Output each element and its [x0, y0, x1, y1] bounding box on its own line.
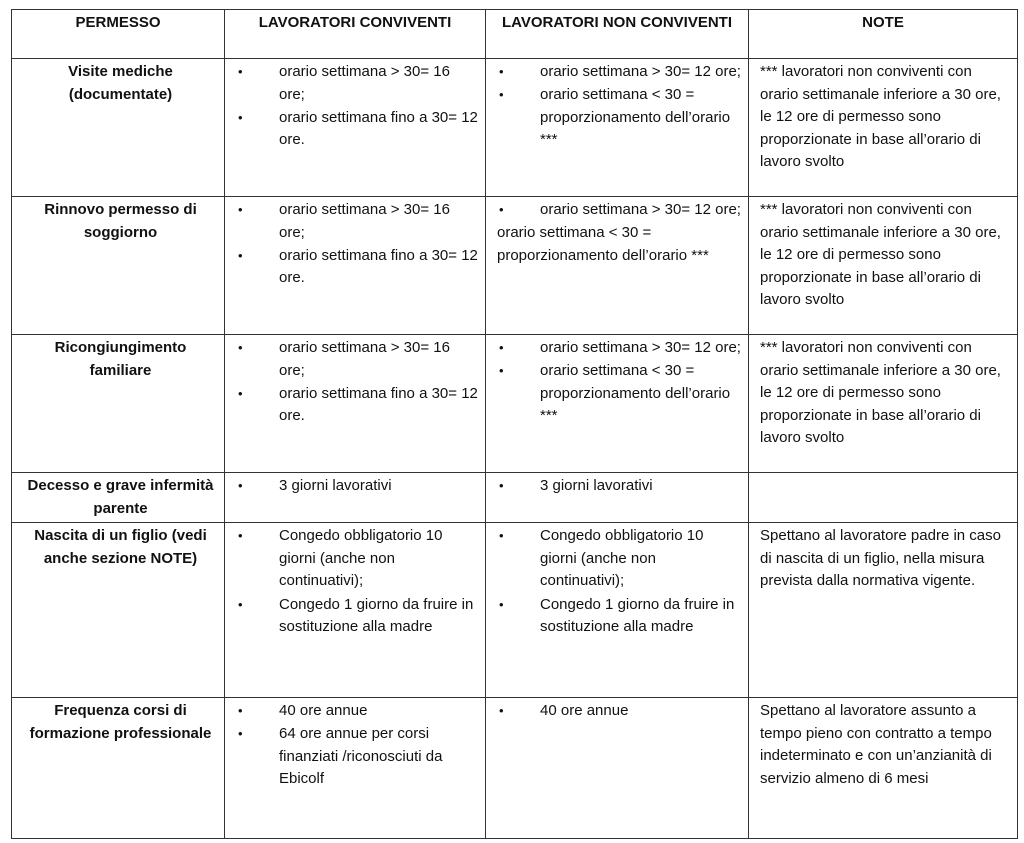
note-cell: Spettano al lavoratore padre in caso di nascita di un figlio, nella misura prevista dalla normativa vigente.	[749, 523, 1018, 698]
list-item	[497, 700, 742, 723]
bullet-icon: •	[499, 528, 504, 543]
non-conviventi-list	[497, 199, 742, 222]
bullet-icon: •	[238, 726, 243, 741]
non-conviventi-cell	[486, 335, 749, 473]
list-item-text: 3 giorni lavorativi	[279, 477, 392, 494]
header-note: NOTE	[749, 10, 1018, 59]
non-conviventi-list	[497, 337, 742, 428]
list-item-text: 40 ore annue	[540, 702, 629, 719]
non-conviventi-list	[497, 700, 742, 723]
bullet-icon: •	[238, 596, 243, 612]
list-item	[497, 84, 742, 152]
conviventi-cell	[225, 523, 486, 698]
list-item-text: orario settimana > 30= 12 ore;	[540, 63, 741, 80]
list-item-text: orario settimana > 30= 12 ore;	[540, 339, 741, 356]
permessi-table	[11, 9, 1018, 839]
list-item	[236, 337, 479, 382]
bullet-icon: •	[499, 478, 504, 493]
list-item-text: orario settimana fino a 30= 12 ore.	[279, 246, 478, 286]
permesso-cell: Rinnovo permesso di soggiorno	[12, 197, 225, 335]
list-item	[497, 594, 742, 639]
table-header-row	[12, 10, 1018, 59]
bullet-icon: •	[499, 64, 504, 79]
conviventi-list	[236, 337, 479, 428]
list-item-text: orario settimana > 30= 16 ore;	[279, 63, 450, 103]
list-item-text: orario settimana > 30= 16 ore;	[279, 201, 450, 241]
list-item	[236, 107, 479, 152]
list-item	[497, 61, 742, 84]
table-row	[12, 523, 1018, 698]
bullet-icon: •	[499, 703, 504, 718]
list-item	[497, 525, 742, 593]
header-conviventi: LAVORATORI CONVIVENTI	[225, 10, 486, 59]
list-item-text: 40 ore annue	[279, 702, 368, 719]
list-item-text: orario settimana fino a 30= 12 ore.	[279, 108, 478, 148]
bullet-icon: •	[499, 87, 504, 102]
list-item	[236, 475, 479, 498]
list-item-text: Congedo obbligatorio 10 giorni (anche non continuativi);	[279, 527, 443, 589]
non-conviventi-cell	[486, 698, 749, 839]
list-item-text: Congedo obbligatorio 10 giorni (anche non continuativi);	[540, 527, 704, 589]
bullet-icon: •	[499, 340, 504, 355]
conviventi-cell	[225, 59, 486, 197]
conviventi-list	[236, 199, 479, 290]
non-conviventi-list	[497, 61, 742, 152]
non-conviventi-list	[497, 525, 742, 639]
table-row	[12, 197, 1018, 335]
non-conviventi-cell	[486, 473, 749, 523]
conviventi-list	[236, 700, 479, 791]
bullet-icon: •	[238, 385, 243, 401]
list-item-text: Congedo 1 giorno da fruire in sostituzione alla madre	[279, 595, 474, 635]
bullet-icon: •	[499, 596, 504, 612]
list-item-text: orario settimana > 30= 16 ore;	[279, 339, 450, 379]
list-item	[236, 525, 479, 593]
non-conviventi-plain-text: orario settimana < 30 = proporzionamento dell’orario ***	[497, 224, 709, 264]
permesso-cell: Nascita di un figlio (vedi anche sezione NOTE)	[12, 523, 225, 698]
list-item-text: 3 giorni lavorativi	[540, 477, 653, 494]
bullet-icon: •	[238, 109, 243, 125]
note-cell: *** lavoratori non conviventi con orario settimanale inferiore a 30 ore, le 12 ore di permesso sono proporzionate in base all’orario di lavoro svolto	[749, 335, 1018, 473]
note-cell: *** lavoratori non conviventi con orario settimanale inferiore a 30 ore, le 12 ore di permesso sono proporzionate in base all’orario di lavoro svolto	[749, 59, 1018, 197]
list-item	[497, 360, 742, 428]
conviventi-cell	[225, 335, 486, 473]
permesso-cell: Ricongiungimento familiare	[12, 335, 225, 473]
non-conviventi-cell	[486, 59, 749, 197]
permesso-cell: Frequenza corsi di formazione professionale	[12, 698, 225, 839]
conviventi-cell	[225, 197, 486, 335]
list-item	[236, 594, 479, 639]
header-permesso: PERMESSO	[12, 10, 225, 59]
bullet-icon: •	[238, 340, 243, 355]
table-row	[12, 59, 1018, 197]
list-item	[236, 700, 479, 723]
bullet-icon: •	[499, 363, 504, 378]
conviventi-list	[236, 475, 479, 498]
list-item	[236, 199, 479, 244]
list-item	[236, 245, 479, 290]
list-item	[236, 383, 479, 428]
conviventi-list	[236, 61, 479, 152]
table-row	[12, 473, 1018, 523]
non-conviventi-cell	[486, 197, 749, 335]
note-cell: *** lavoratori non conviventi con orario settimanale inferiore a 30 ore, le 12 ore di permesso sono proporzionate in base all’orario di lavoro svolto	[749, 197, 1018, 335]
non-conviventi-cell	[486, 523, 749, 698]
table-row	[12, 335, 1018, 473]
note-cell	[749, 473, 1018, 523]
conviventi-cell	[225, 473, 486, 523]
list-item-text: orario settimana < 30 = proporzionamento dell’orario ***	[540, 362, 731, 424]
list-item-text: Congedo 1 giorno da fruire in sostituzione alla madre	[540, 595, 735, 635]
conviventi-list	[236, 525, 479, 639]
list-item-text: orario settimana < 30 = proporzionamento dell’orario ***	[540, 86, 731, 148]
non-conviventi-list	[497, 475, 742, 498]
list-item	[236, 61, 479, 106]
table-row	[12, 698, 1018, 839]
permesso-cell: Visite mediche (documentate)	[12, 59, 225, 197]
list-item-text: orario settimana fino a 30= 12 ore.	[279, 384, 478, 424]
permesso-cell: Decesso e grave infermità parente	[12, 473, 225, 523]
list-item	[497, 337, 742, 360]
list-item-text: orario settimana > 30= 12 ore;	[540, 201, 741, 218]
header-non-conviventi: LAVORATORI NON CONVIVENTI	[486, 10, 749, 59]
bullet-icon: •	[238, 703, 243, 718]
list-item	[497, 199, 742, 222]
bullet-icon: •	[238, 478, 243, 493]
list-item	[236, 723, 479, 791]
bullet-icon: •	[238, 202, 243, 217]
bullet-icon: •	[238, 247, 243, 263]
bullet-icon: •	[238, 64, 243, 79]
note-cell: Spettano al lavoratore assunto a tempo pieno con contratto a tempo indeterminato e con un’anzianità di servizio almeno di 6 mesi	[749, 698, 1018, 839]
list-item	[497, 475, 742, 498]
bullet-icon: •	[238, 528, 243, 543]
list-item-text: 64 ore annue per corsi finanziati /riconosciuti da Ebicolf	[279, 725, 443, 787]
bullet-icon: •	[499, 202, 504, 217]
conviventi-cell	[225, 698, 486, 839]
